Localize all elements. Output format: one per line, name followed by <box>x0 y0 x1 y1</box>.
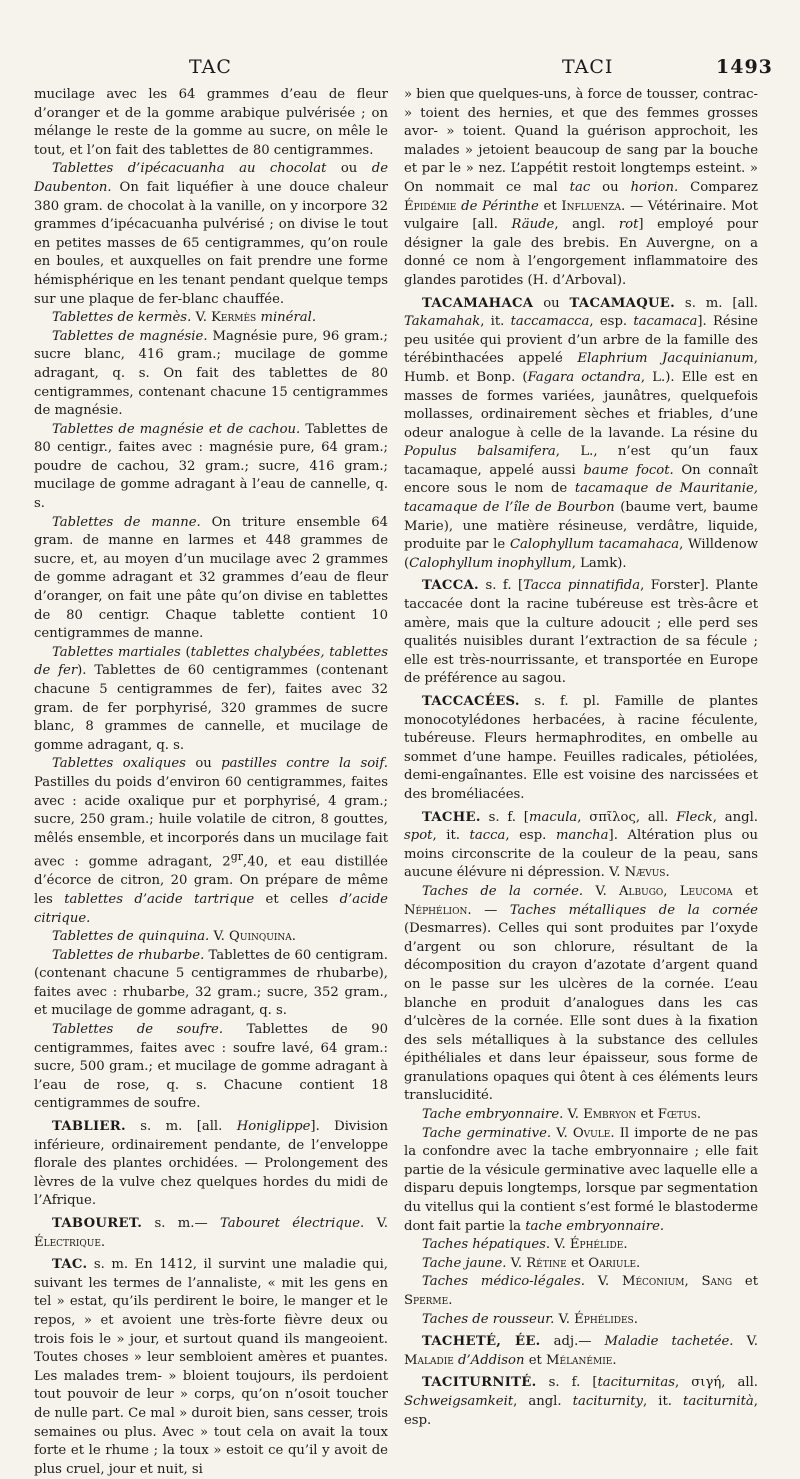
right-column <box>404 86 758 1430</box>
left-column <box>34 86 388 1479</box>
dictionary-paragraph: Tache germinative. V. Ovule. Il importe de ne pas la confondre avec la tache embryonnaire ; elle fait partie de la vésicule germinative avec laquelle elle a disparu depuis longtemps, lorsque par segmentation du vitellus qui la contient s’est formé le blastoderme dont fait partie la tache embryonnaire. <box>404 1125 758 1234</box>
dictionary-paragraph: Tablettes de manne. On triture ensemble 64 gram. de manne en larmes et 448 grammes de sucre, et, au moyen d’un mucilage avec 2 grammes de gomme adragant et 32 grammes d’eau de fleur d’oranger, on fait une pâte qu’on divise en tablettes de 80 centigr. Chaque tablette contient 10 centigrammes de manne. <box>34 514 389 642</box>
dictionary-paragraph: TABOURET. s. m.— Tabouret électrique. V. Électrique. <box>34 1216 389 1250</box>
dictionary-paragraph: Taches médico-légales. V. Méconium, Sang et Sperme. <box>404 1274 759 1308</box>
dictionary-paragraph: TAC. s. m. En 1412, il survint une maladie qui, suivant les termes de l’annaliste, « mit les gens en tel » estat, qu’ils perdirent le boire, le manger et le repos, » et avoient une très-forte fièvre deux ou trois fois le » jour, et surtout quand ils mangeoient. Toutes choses » leur sembloient amères et puantes. Les malades trem- » bloient toujours, ils perdoient tout pouvoir de leur » corps, qu’on n’osoit toucher de nulle part. Ce mal » duroit bien, sans cesser, trois semaines ou plus. Avec » tout cela on avait la toux forte et le rhume ; la toux » estoit ce qu’il y avoit de plus cruel, jour et nuit, si <box>34 1257 388 1477</box>
dictionary-paragraph: » bien que quelques-uns, à force de tousser, contrac- » toient des hernies, et que des femmes grosses avor- » toient. Quand la guérison approchoit, les malades » jetoient beaucoup de sang par la bouche et par le » nez. L’appétit restoit longtemps esteint. » On nommait ce mal tac ou horion. Comparez Épidémie de Périnthe et Influenza. — Vétérinaire. Mot vulgaire [all. Räude, angl. rot] employé pour désigner la gale des brebis. En Auvergne, on a donné ce nom à l’engorgement inflammatoire des glandes parotides (H. d’Arboval). <box>404 87 759 288</box>
dictionary-paragraph: Tablettes de soufre. Tablettes de 90 centigrammes, faites avec : soufre lavé, 64 gram.: sucre, 500 gram.; et mucilage de gomme adragant à l’eau de rose, q. s. Chacune contient 18 centigrammes de soufre. <box>34 1022 389 1112</box>
dictionary-paragraph: Tablettes martiales (tablettes chalybées, tablettes de fer). Tablettes de 60 centigrammes (contenant chacune 5 centigrammes de fer), faites avec 32 gram. de fer porphyrisé, 320 grammes de sucre blanc, 8 grammes de cannelle, et mucilage de gomme adragant, q. s. <box>34 644 388 753</box>
dictionary-paragraph: Tablettes d’ipécacuanha au chocolat ou de Daubenton. On fait liquéfier à une douce chaleur 380 gram. de chocolat à la vanille, on y incorpore 32 grammes d’ipécacuanha pulvérisé ; on divise le tout en petites masses de 65 centigrammes, qu’on roule en boules, et auxquelles on fait prendre une forme hémisphérique en les tenant pendant quelque temps sur une plaque de fer-blanc chauffée. <box>34 161 388 307</box>
dictionary-paragraph: Taches de rousseur. V. Éphélides. <box>422 1311 638 1327</box>
dictionary-paragraph: Tablettes de magnésie et de cachou. Tablettes de 80 centigr., faites avec : magnésie pure, 64 gram.; poudre de cachou, 32 gram.; sucre, 416 gram.; mucilage de gomme adragant à l’eau de cannelle, q. s. <box>34 421 388 512</box>
dictionary-paragraph: mucilage avec les 64 grammes d’eau de fleur d’oranger et de la gomme arabique pulvérisée ; on mélange le reste de la gomme au sucre, on mêle le tout, et l’on fait des tablettes de 80 centigrammes. <box>34 87 388 158</box>
dictionary-paragraph: Tablettes de rhubarbe. Tablettes de 60 centigram. (contenant chacune 5 centigrammes de rhubarbe), faites avec : rhubarbe, 32 gram.; sucre, 352 gram., et mucilage de gomme adragant, q. s. <box>34 947 388 1019</box>
dictionary-paragraph: Tache embryonnaire. V. Embryon et Fœtus. <box>422 1107 702 1123</box>
dictionary-paragraph: Tablettes de kermès. V. Kermès minéral. <box>52 310 317 326</box>
dictionary-paragraph: TACCACÉES. s. f. pl. Famille de plantes monocotylédones herbacées, à racine féculente, tubéreuse. Fleurs hermaphrodites, en ombelle au sommet d’une hampe. Feuilles radicales, pétiolées, demi-engaînantes. Elle est voisine des narcissées et des broméliacées. <box>404 694 758 802</box>
dictionary-paragraph: TACITURNITÉ. s. f. [taciturnitas, σιγή, all. Schweigsamkeit, angl. taciturnity, it. taciturnità, esp. <box>404 1375 758 1428</box>
dictionary-paragraph: Tache jaune. V. Rétine et Oariule. <box>422 1255 641 1271</box>
dictionary-paragraph: Tablettes oxaliques ou pastilles contre la soif. Pastilles du poids d’environ 60 centigrammes, faites avec : acide oxalique pur et porphyrisé, 4 gram.; sucre, 250 gram.; huile volatile de citron, 8 gouttes, mêlés ensemble, et incorporés dans un mucilage fait avec : gomme adragant, $2^{gr},40$, et eau distillée d’écorce de citron, 20 gram. On prépare de même les tablettes d’acide tartrique et celles d’acide citrique. <box>34 756 388 926</box>
dictionary-paragraph: TACHE. s. f. [macula, σπῖλος, all. Fleck, angl. spot, it. tacca, esp. mancha]. Altération plus ou moins circonscrite de la couleur de la peau, sans aucune élévure ni dépression. V. Nævus. <box>404 809 758 881</box>
running-head-right: TACI <box>562 56 614 78</box>
dictionary-paragraph: Tablettes de magnésie. Magnésie pure, 96 gram.; sucre blanc, 416 gram.; mucilage de gomme adragant, q. s. On fait des tablettes de 80 centigrammes, contenant chacune 15 centigrammes de magnésie. <box>34 328 388 419</box>
dictionary-paragraph: Tablettes de quinquina. V. Quinquina. <box>52 929 296 945</box>
dictionary-paragraph: TACAMAHACA ou TACAMAQUE. s. m. [all. Takamahak, it. taccamacca, esp. tacamaca]. Résine peu usitée qui provient d’un arbre de la famille des térébinthacées appelé Elaphrium Jacquinianum, Humb. et Bonp. (Fagara octandra, L.). Elle est en masses de formes variées, jaunâtres, quelquefois mollasses, ordinairement sèches et friables, d’une odeur analogue à celle de la lavande. La résine du Populus balsamifera, L., n’est qu’un faux tacamaque, appelé aussi baume focot. On connaît encore sous le nom de tacamaque de Mauritanie, tacamaque de l’île de Bourbon (baume vert, baume Marie), une matière résineuse, verdâtre, liquide, produite par le Calophyllum tacamahaca, Willdenow (Calophyllum inophyllum, Lamk). <box>404 295 758 571</box>
dictionary-paragraph: Taches hépatiques. V. Éphélide. <box>422 1237 628 1253</box>
dictionary-paragraph: Taches de la cornée. V. Albugo, Leucoma et Néphélion. — Taches métalliques de la cornée (Desmarres). Celles qui sont produites par l’oxyde d’argent ou son chlorure, résultant de la décomposition du crayon d’azotate d’argent quand on le passe sur les ulcères de la cornée. L’eau blanche en produit d’analogues dans les cas d’ulcères de la cornée. Elle sont dues à la fixation des sels métalliques à la substance des cellules épithéliales et dans leur épaisseur, sous forme de granulations opaques qui ôtent à ces éléments leurs translucidité. <box>404 883 758 1104</box>
running-head-left: TAC <box>189 56 232 78</box>
dictionary-paragraph: TACHETÉ, ÉE. adj.— Maladie tachetée. V. Maladie d’Addison et Mélanémie. <box>404 1334 759 1368</box>
dictionary-paragraph: TABLIER. s. m. [all. Honiglippe]. Division inférieure, ordinairement pendante, de l’enveloppe florale des plantes orchidées. — Prolongement des lèvres de la vulve chez quelques hordes du midi de l’Afrique. <box>34 1119 389 1209</box>
page-number: 1493 <box>716 56 773 78</box>
dictionary-paragraph: TACCA. s. f. [Tacca pinnatifida, Forster]. Plante taccacée dont la racine tubéreuse est très-âcre et amère, mais que la culture adoucit ; elle perd ses qualités nuisibles durant l’extraction de sa fécule ; elle est très-nourrissante, et transportée en Europe de préférence au sagou. <box>404 578 759 687</box>
